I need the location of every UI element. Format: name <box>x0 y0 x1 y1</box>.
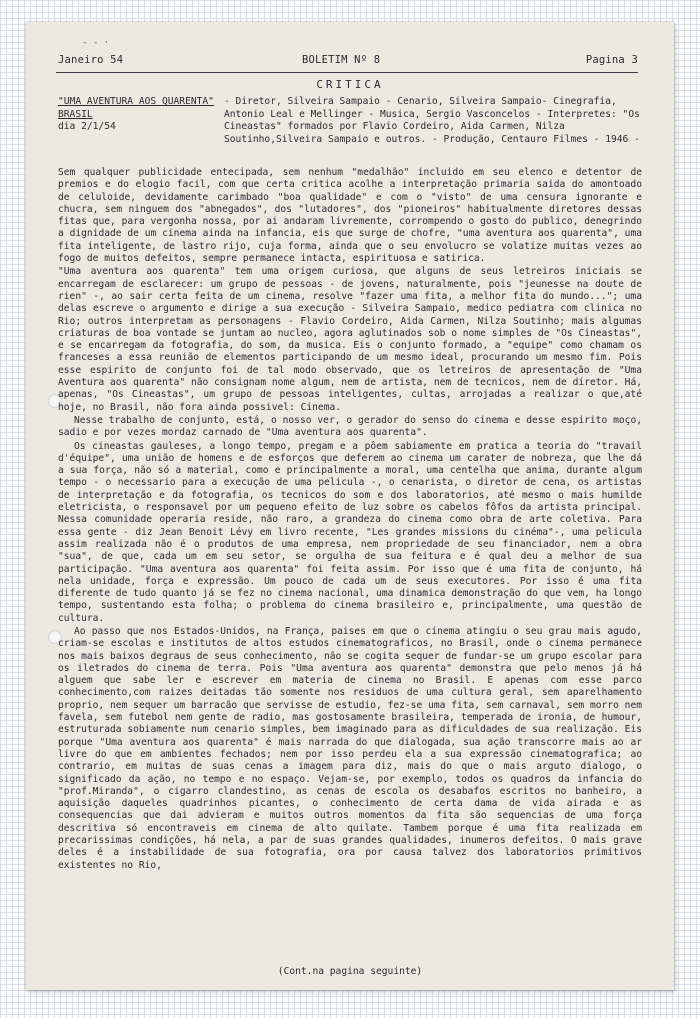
paragraph: Ao passo que nos Estados-Unidos, na França, paises em que o cinema atingiu o seu grau mais agudo, criam-se escolas e institutos de altos estudos cinematograficos, no Brasil, onde o cinema permanece nos mais baixos degraus de seus conhecimento, não se cogita sequer de fundar-se um grupo escolar para os iletrados do cinema de terra. Pois "Uma aventura aos quarenta" demonstra que pelo menos já há alguem que sabe ler e escrever em materia de cinema no Brasil. E apenas com esse parco conhecimento,com raizes deitadas tão somente nos residuos de uma cultura geral, sem aparelhamento proprio, nem sequer um barracão que servisse de estudio, fez-se uma fita, sem carnaval, sem morro nem favela, sem futebol nem gente de radio, mas gostosamente brasileira, temperada de ironia, de humour, estruturada sobiamente num cenario simples, bem imaginado para as dificuldades de sua realização. Eis porque "Uma aventura aos quarenta" é mais narrada do que dialogada, sua ação transcorre mais ao ar livre do que em ambientes fechados; nem por isso perdeu ela a sua expressão cinematografica; ao contrario, em muitas de suas cenas a imagem para diz, mais do que o mais arguto dialogo, o significado da ação, no tempo e no espaço. Vejam-se, por exemplo, todos os quadros da infancia do "prof.Miranda", o cigarro clandestino, as cenas de escola os desabafos escritos no banheiro, a aquisição daqueles quadrinhos picantes, o conhecimento de certa dama de vida airada e as consequencias que dai advieram e muitos outros momentos da fita são sequencias de uma força descritiva só encontraveis em cinema de alto quilate. Tambem porque é uma fita realizada em precarissimas condições, há nela, a par de suas grandes qualidades, inumeros defeitos. O mais grave deles é a instabilidade de sua fotografia, ora por causa talvez dos laboratorios primitivos existentes no Rio, <box>58 625 642 871</box>
film-title: "UMA AVENTURA AOS QUARENTA" <box>58 96 214 107</box>
paragraph: Os cineastas gauleses, a longo tempo, pregam e a pôem sabiamente em pratica a teoria do "travail d'équipe", uma união de homens e de esforços que deferem ao cinema um carater de nobreza, que lhe dá a sua força, não só a material, como e principalmente a moral, uma centelha que anima, durante algum tempo - o necessario para a execução de uma pelicula -, o cenarista, o diretor de cena, os artistas de interpretação e da fotografia, os tecnicos do som e dos laboratorios, até mesmo o mais humilde eletricista, o responsavel por um pequeno efeito de luz sobre os cabelos fôfos da artista principal. Nessa comunidade operaria reside, não raro, a grandeza do cinema como obra de arte coletiva. Para essa gente - diz Jean Benoit Lévy em livro recente, "Les grandes missions du cinéma"-, uma pelicula assim realizada não é o produtos de uma empresa, nem propriedade de seu financiador, nem a obra "sua", de que, cada um em seu setor, se orgulha de sua feitura e é qual deu a melhor de sua participação. "Uma aventura aos quarenta" foi feita assim. Por isso que é uma fita de conjunto, há nela unidade, força e expressão. Um pouco de cada um de seus executores. Por isso é uma fita diferente de tudo quanto já se fez no cinema nacional, uma dinamica demonstração do que vem, ha longo tempo, sustentando esta folha; o problema do cinema brasileiro e, principalmente, uma questão de cultura. <box>58 440 642 624</box>
paragraph: Nesse trabalho de conjunto, está, o nosso ver, o gerador do senso do cinema e desse espirito moço, sadio e por vezes mordaz carnado de "Uma aventura aos quarenta". <box>58 414 642 439</box>
film-info <box>58 96 218 134</box>
continuation-note: (Cont.na pagina seguinte) <box>277 966 423 977</box>
section-title: CRITICA <box>316 78 384 91</box>
review-body <box>58 167 642 872</box>
header-bulletin: BOLETIM Nº 8 <box>302 54 381 66</box>
header-date: Janeiro 54 <box>58 54 124 66</box>
document-page <box>26 22 674 990</box>
paragraph: Sem qualquer publicidade entecipada, sem nenhum "medalhão" incluido em seu elenco e detentor de premios e do elogio facil, com que certa critica acolhe a interpretação primaria saida do amontoado de celuloide, devidamente carimbado "boa qualidade" e com o "visto" de uma censura ignorante e chucra, sem ninguem dos "abnegados", dos "lutadores", dos "pioneiros" habitualmente diretores dessas fitas que, para vergonha nossa, por ai andaram livremente, corrompendo o gosto do publico, denegrindo a dignidade de um cinema ainda na infancia, eis que surge de chofre, "uma aventura aos quarenta", uma fita inteligente, de lastro rijo, cuja forma, ainda que o seu envolucro se volatize muitas vezes ao fogo de muitos defeitos, sempre permanece intacta, espirituosa e satirica. <box>58 167 642 265</box>
film-credits: - Diretor, Silveira Sampaio - Cenario, Silveira Sampaio- Cinegrafia, Antonio Leal e Mellinger - Musica, Sergio Vasconcelos - Interpretes: "Os Cineastas" formados por Flavio Cordeiro, Aida Carmen, Nilza Soutinho,Silveira Sampaio e outros. - Produção, Centauro Filmes - 1946 - <box>224 96 640 145</box>
film-country: BRASIL <box>58 108 93 120</box>
paragraph: "Uma aventura aos quarenta" tem uma origem curiosa, que alguns de seus letreiros iniciais se encarregam de esclarecer: um grupo de pessoas - de jovens, naturalmente, pois "jeunesse na doute de rien" -, ao sair certa feita de um cinema, resolve "fazer uma fita, a melhor fita do mundo..."; uma delas escreve o argumento e dirige a sua execução - Silveira Sampaio, medico pediatra com clinica no Rio; outros interpretam as personagens - Flavio Cordeiro, Aida Carmen, Nilza Soutinho; mais algumas criaturas de boa vontade se juntam ao nucleo, agora aglutinados sob o nome simples de "Os Cineastas", e se encarregam da fotografia, do som, da musica. Eis o conjunto formado, a "equipe" como chamam os franceses a essa reunião de elementos participando de um mesmo ideal, procurando um mesmo fim. Pois esse espirito de conjunto foi de tal modo observado, que os letreiros de apresentação de "Uma Aventura aos quarenta" não consignam nome algum, nem de artista, nem de tecnicos, nem de diretor. Há, apenas, "Os Cineastas", um grupo de pessoas inteligentes, cultas, arrojadas a realizar o que,até hoje, no Brasil, não fora ainda possivel: Cinema. <box>58 266 642 413</box>
film-date: dia 2/1/54 <box>58 121 116 132</box>
header-rule <box>56 72 638 73</box>
pencil-mark: - - · <box>82 38 110 48</box>
header-page: Pagina 3 <box>585 54 638 66</box>
